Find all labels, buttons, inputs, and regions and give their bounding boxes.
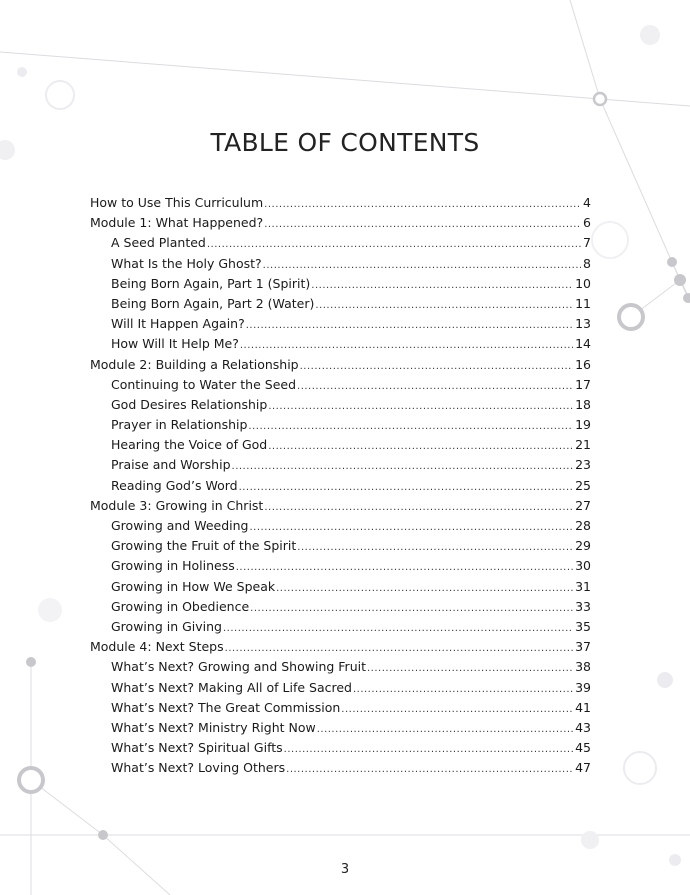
toc-subentry[interactable] (90, 738, 591, 758)
toc-subentry[interactable] (90, 334, 591, 354)
dot-leader (263, 256, 581, 276)
toc-entry-title: What’s Next? Spiritual Gifts (111, 740, 283, 756)
toc-entry-title: Reading God’s Word (111, 477, 238, 493)
dot-leader (268, 397, 573, 417)
dot-leader (264, 195, 581, 215)
toc-subentry[interactable] (90, 395, 591, 415)
toc-entry-title: What’s Next? Ministry Right Now (111, 719, 316, 735)
toc-subentry[interactable] (90, 375, 591, 395)
toc-entry-title: Module 4: Next Steps (90, 639, 224, 655)
toc-entry-page: 4 (583, 195, 591, 210)
toc-entry-page: 41 (575, 699, 591, 715)
toc-entry-title: Being Born Again, Part 1 (Spirit) (111, 275, 311, 291)
toc-entry-title: What Is the Holy Ghost? (111, 255, 262, 271)
toc-entry-page: 47 (575, 760, 591, 776)
toc-entry-title: How to Use This Curriculum (90, 195, 264, 210)
toc-subentry[interactable] (90, 435, 591, 455)
toc-subentry[interactable] (90, 294, 591, 314)
toc-entry-title: Module 2: Building a Relationship (90, 356, 299, 372)
toc-entry[interactable] (90, 213, 591, 233)
toc-subentry[interactable] (90, 516, 591, 536)
toc-entry-title: Growing in How We Speak (111, 578, 276, 594)
dot-leader (232, 457, 574, 477)
toc-entry-page: 8 (583, 255, 591, 271)
toc-entry-title: Module 1: What Happened? (90, 215, 264, 231)
dot-leader (276, 579, 573, 599)
toc-subentry[interactable] (90, 476, 591, 496)
toc-entry-title: Praise and Worship (111, 457, 231, 473)
toc-subentry[interactable] (90, 577, 591, 597)
page-number: 3 (340, 862, 350, 877)
toc-entry-page: 43 (575, 719, 591, 735)
toc-entry-title: Continuing to Water the Seed (111, 376, 297, 392)
toc-subentry[interactable] (90, 718, 591, 738)
toc-entry-page: 35 (575, 618, 591, 634)
dot-leader (297, 377, 573, 397)
toc-subentry[interactable] (90, 617, 591, 637)
toc-entry-page: 21 (575, 437, 591, 453)
toc-entry-title: What’s Next? Loving Others (111, 760, 286, 776)
toc-subentry[interactable] (90, 556, 591, 576)
dot-leader (246, 316, 573, 336)
toc-entry-title: Growing in Holiness (111, 558, 235, 574)
toc-entry-page: 7 (583, 235, 591, 251)
dot-leader (315, 296, 573, 316)
toc-entry-title: Being Born Again, Part 2 (Water) (111, 295, 315, 311)
toc-entry-page: 11 (575, 295, 591, 311)
toc-entry-title: Growing in Giving (111, 618, 222, 634)
toc-entry-page: 14 (575, 336, 591, 352)
dot-leader (250, 518, 574, 538)
toc-subentry[interactable] (90, 314, 591, 334)
toc-subentry[interactable] (90, 274, 591, 294)
toc-entry-page: 16 (575, 356, 591, 372)
toc-subentry[interactable] (90, 536, 591, 556)
toc-entry-page: 18 (575, 396, 591, 412)
toc-entry-page: 17 (575, 376, 591, 392)
dot-leader (286, 760, 573, 780)
toc-subentry[interactable] (90, 254, 591, 274)
table-of-contents (90, 193, 591, 778)
dot-leader (311, 276, 573, 296)
toc-entry-page: 10 (575, 275, 591, 291)
dot-leader (207, 235, 581, 255)
dot-leader (297, 538, 573, 558)
toc-subentry[interactable] (90, 758, 591, 778)
toc-entry-page: 31 (575, 578, 591, 594)
toc-entry-title: How Will It Help Me? (111, 336, 239, 352)
dot-leader (264, 215, 581, 235)
toc-subentry[interactable] (90, 233, 591, 253)
dot-leader (223, 619, 573, 639)
toc-entry-page: 30 (575, 558, 591, 574)
dot-leader (239, 478, 574, 498)
dot-leader (250, 599, 573, 619)
toc-entry[interactable] (90, 637, 591, 657)
toc-entry-page: 28 (575, 518, 591, 533)
toc-subentry[interactable] (90, 657, 591, 677)
toc-entry-page: 19 (575, 417, 591, 433)
toc-entry-page: 27 (575, 497, 591, 513)
toc-entry-page: 29 (575, 538, 591, 554)
toc-subentry[interactable] (90, 678, 591, 698)
toc-entry-page: 23 (575, 457, 591, 473)
toc-subentry[interactable] (90, 415, 591, 435)
toc-entry[interactable] (90, 496, 591, 516)
dot-leader (353, 680, 573, 700)
toc-entry-title: What’s Next? The Great Commission (111, 699, 341, 715)
toc-entry-page: 37 (575, 639, 591, 655)
toc-entry-title: Growing and Weeding (111, 518, 249, 533)
toc-entry-page: 38 (575, 659, 591, 675)
dot-leader (268, 437, 573, 457)
dot-leader (248, 417, 573, 437)
toc-subentry[interactable] (90, 455, 591, 475)
toc-subentry[interactable] (90, 698, 591, 718)
toc-entry-title: Prayer in Relationship (111, 417, 248, 433)
toc-entry-title: Growing in Obedience (111, 598, 250, 614)
dot-leader (367, 659, 573, 679)
toc-entry-page: 6 (583, 215, 591, 231)
dot-leader (341, 700, 573, 720)
page-title: TABLE OF CONTENTS (210, 128, 480, 157)
toc-entry-page: 13 (575, 316, 591, 332)
toc-subentry[interactable] (90, 597, 591, 617)
toc-entry-page: 25 (575, 477, 591, 493)
dot-leader (264, 498, 573, 518)
toc-entry-page: 39 (575, 679, 591, 695)
toc-entry-title: Hearing the Voice of God (111, 437, 268, 453)
toc-entry-page: 33 (575, 598, 591, 614)
toc-entry-title: Growing the Fruit of the Spirit (111, 538, 297, 554)
dot-leader (225, 639, 573, 659)
toc-entry-title: Will It Happen Again? (111, 316, 245, 332)
toc-entry-title: Module 3: Growing in Christ (90, 497, 264, 513)
dot-leader (236, 558, 573, 578)
toc-entry-title: What’s Next? Making All of Life Sacred (111, 679, 352, 695)
dot-leader (317, 720, 573, 740)
toc-entry-title: A Seed Planted (111, 235, 206, 251)
dot-leader (284, 740, 573, 760)
toc-entry-page: 45 (575, 740, 591, 756)
dot-leader (240, 336, 573, 356)
toc-entry-title: What’s Next? Growing and Showing Fruit (111, 659, 366, 675)
toc-entry[interactable] (90, 193, 591, 213)
toc-entry-title: God Desires Relationship (111, 396, 268, 412)
toc-entry[interactable] (90, 355, 591, 375)
dot-leader (300, 357, 573, 377)
